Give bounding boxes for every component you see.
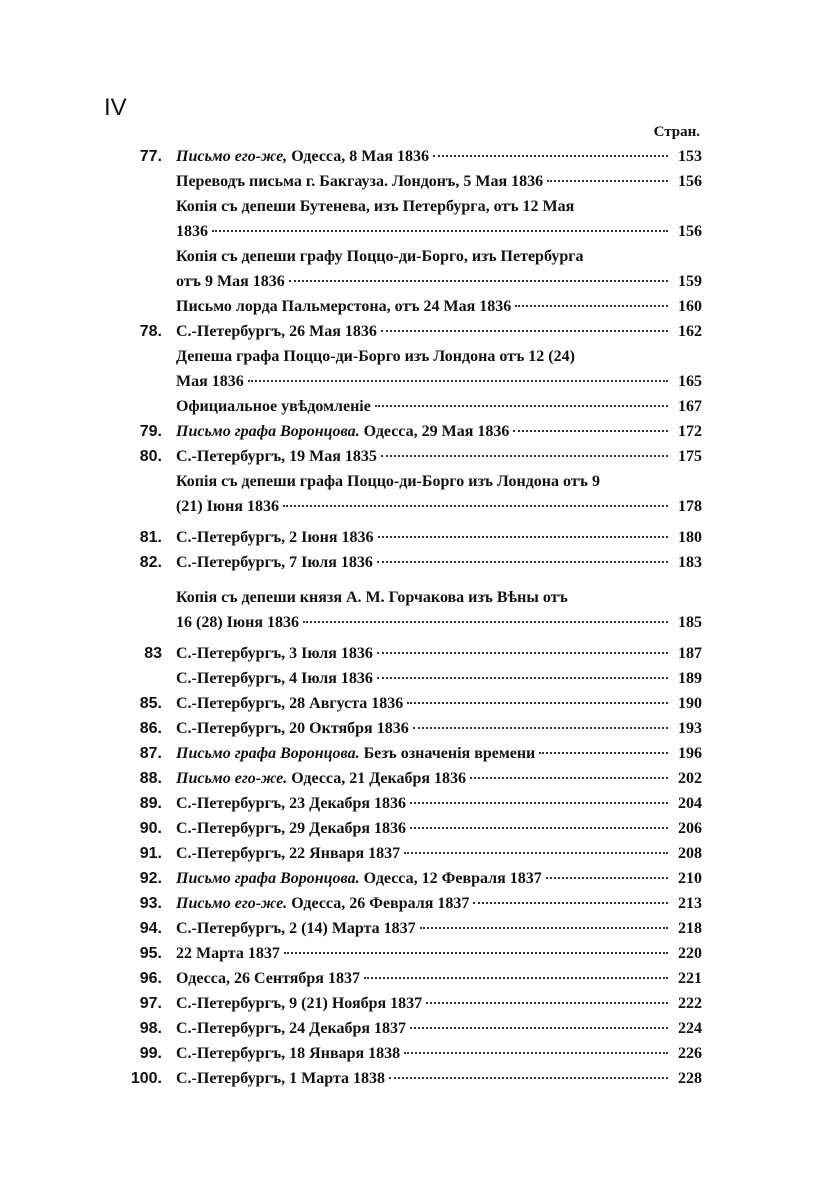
toc-row	[110, 444, 702, 469]
dot-leader	[473, 902, 668, 904]
toc-entry-title-text: Письмо лорда Пальмерстона, отъ 24 Мая 1836	[176, 298, 512, 315]
toc-entry	[176, 916, 702, 941]
dot-leader	[284, 952, 668, 954]
toc-entry-title	[176, 891, 469, 916]
toc-row	[110, 916, 702, 941]
toc-entry	[176, 816, 702, 841]
toc-row	[110, 494, 702, 519]
toc-row	[110, 469, 702, 494]
toc-entry-title-text: Переводъ письма г. Бакгауза. Лондонъ, 5 Мая 1836	[176, 173, 544, 190]
toc-page-number: 178	[678, 498, 702, 515]
toc-entry-title-italic: Письмо его-же.	[176, 770, 288, 787]
toc-entry-title	[176, 419, 509, 444]
page-column-header: Стран.	[653, 124, 700, 140]
toc-row	[110, 550, 702, 575]
toc-entry	[176, 641, 702, 666]
toc-entry-title-text: С.-Петербургъ, 9 (21) Ноября 1837	[176, 995, 423, 1012]
toc-entry-title	[176, 716, 409, 741]
toc-entry	[176, 610, 702, 635]
toc-entry	[176, 716, 702, 741]
toc-entry	[176, 144, 702, 169]
toc-entry-title	[176, 585, 568, 610]
toc-row	[110, 269, 702, 294]
toc-entry-title-text: отъ 9 Мая 1836	[176, 273, 285, 290]
toc-entry-title-text: С.-Петербургъ, 26 Мая 1836	[176, 323, 377, 340]
toc-page-number: 180	[678, 529, 702, 546]
toc-entry-title-text: С.-Петербургъ, 28 Августа 1836	[176, 695, 404, 712]
toc-entry-title	[176, 319, 377, 344]
dot-leader	[364, 977, 668, 979]
toc-entry-title	[176, 269, 285, 294]
toc-entry	[176, 941, 702, 966]
page-number: IV	[104, 94, 127, 121]
toc-entry-title-text: С.-Петербургъ, 24 Декабря 1837	[176, 1020, 407, 1037]
toc-entry-title-italic: Письмо его-же,	[176, 148, 288, 165]
dot-leader	[410, 802, 668, 804]
toc-entry-number: 77.	[139, 148, 162, 165]
toc-entry	[176, 791, 702, 816]
toc-row	[110, 369, 702, 394]
toc-entry-title	[176, 369, 244, 394]
toc-entry-title-text: С.-Петербургъ, 20 Октября 1836	[176, 720, 409, 737]
toc-entry-number: 80.	[139, 448, 162, 465]
toc-entry-number: 82.	[139, 554, 162, 571]
dot-leader	[212, 230, 668, 232]
toc-entry	[176, 766, 702, 791]
toc-page-number: 206	[678, 820, 702, 837]
toc-entry	[176, 585, 702, 610]
toc-entry-title	[176, 1016, 406, 1041]
toc-row	[110, 766, 702, 791]
toc-entry-title	[176, 1066, 385, 1091]
toc-entry	[176, 169, 702, 194]
toc-entry-title	[176, 991, 422, 1016]
toc-entry-title-text: Безъ означенія времени	[359, 745, 536, 762]
toc-entry-number: 96.	[139, 970, 162, 987]
toc-page-number: 175	[678, 448, 702, 465]
toc-entry-number: 79.	[139, 423, 162, 440]
toc-entry	[176, 866, 702, 891]
dot-leader	[420, 927, 668, 929]
toc-row	[110, 169, 702, 194]
toc-page-number: 220	[678, 945, 702, 962]
toc-entry-title-text: 16 (28) Іюня 1836	[176, 614, 299, 631]
dot-leader	[404, 1052, 668, 1054]
toc-entry-number: 93.	[139, 895, 162, 912]
toc-entry-number: 94.	[139, 920, 162, 937]
toc-entry-title	[176, 666, 373, 691]
toc-entry-number: 98.	[139, 1020, 162, 1037]
toc-entry-title-text: Одесса, 26 Сентября 1837	[176, 970, 360, 987]
toc-entry-title	[176, 916, 416, 941]
toc-entry-title-text: Копія съ депеши графа Поццо-ди-Борго изъ Лондона отъ 9	[176, 473, 600, 490]
toc-page-number: 218	[678, 920, 702, 937]
toc-entry	[176, 219, 702, 244]
toc-page-number: 190	[678, 695, 702, 712]
dot-leader	[426, 1002, 668, 1004]
dot-leader	[389, 1077, 668, 1079]
toc-entry-number: 87.	[139, 745, 162, 762]
toc-row	[110, 741, 702, 766]
toc-page-number: 224	[678, 1020, 702, 1037]
toc-entry	[176, 891, 702, 916]
toc-entry	[176, 741, 702, 766]
toc-entry-title-text: Копія съ депеши Бутенева, изъ Петербурга, отъ 12 Мая	[176, 198, 575, 215]
toc-entry-title-text: Депеша графа Поццо-ди-Борго изъ Лондона отъ 12 (24)	[176, 348, 575, 365]
dot-leader	[513, 430, 668, 432]
toc-entry-number: 83	[144, 645, 162, 662]
toc-row	[110, 666, 702, 691]
dot-leader	[289, 280, 668, 282]
toc-entry-title-text: С.-Петербургъ, 23 Декабря 1836	[176, 795, 407, 812]
toc-row	[110, 991, 702, 1016]
toc-entry	[176, 691, 702, 716]
toc-row	[110, 525, 702, 550]
toc-entry-title-text: 1836	[176, 223, 208, 240]
toc-row	[110, 419, 702, 444]
toc-entry-title	[176, 444, 377, 469]
toc-entry-title	[176, 550, 373, 575]
toc-entry-title-text: С.-Петербургъ, 2 Іюня 1836	[176, 529, 374, 546]
toc-entry-title-text: С.-Петербургъ, 1 Марта 1838	[176, 1070, 386, 1087]
toc-entry-title	[176, 691, 403, 716]
dot-leader	[407, 702, 668, 704]
toc-entry	[176, 1041, 702, 1066]
toc-entry-title	[176, 766, 466, 791]
toc-entry-title	[176, 791, 406, 816]
toc-row	[110, 716, 702, 741]
toc-entry-title-text: Мая 1836	[176, 373, 244, 390]
toc-row	[110, 641, 702, 666]
toc-page-number: 228	[678, 1070, 702, 1087]
toc-entry-number: 95.	[139, 945, 162, 962]
toc-entry-title	[176, 966, 360, 991]
dot-leader	[303, 621, 668, 623]
toc-page-number: 167	[678, 398, 702, 415]
toc-page-number: 196	[678, 745, 702, 762]
toc-row	[110, 610, 702, 635]
toc-page-number: 204	[678, 795, 702, 812]
dot-leader	[248, 380, 668, 382]
toc-page-number: 189	[678, 670, 702, 687]
dot-leader	[378, 536, 669, 538]
toc-entry-title-text: С.-Петербургъ, 18 Января 1838	[176, 1045, 401, 1062]
table-of-contents	[110, 144, 702, 1091]
toc-page-number: 160	[678, 298, 702, 315]
toc-row	[110, 585, 702, 610]
dot-leader	[515, 305, 668, 307]
toc-row	[110, 294, 702, 319]
toc-entry	[176, 344, 702, 369]
toc-entry-title	[176, 941, 280, 966]
dot-leader	[433, 155, 668, 157]
toc-entry-title	[176, 641, 373, 666]
toc-row	[110, 816, 702, 841]
toc-row	[110, 194, 702, 219]
toc-entry-title-text: Одесса, 26 Февраля 1837	[287, 895, 470, 912]
toc-row	[110, 1041, 702, 1066]
toc-entry	[176, 550, 702, 575]
toc-page-number: 156	[678, 173, 702, 190]
toc-entry-title-italic: Письмо графа Воронцова.	[176, 423, 360, 440]
dot-leader	[470, 777, 668, 779]
toc-entry	[176, 194, 702, 219]
toc-entry-number: 85.	[139, 695, 162, 712]
toc-entry	[176, 494, 702, 519]
toc-row	[110, 1016, 702, 1041]
toc-entry-number: 78.	[139, 323, 162, 340]
toc-entry-title	[176, 244, 584, 269]
dot-leader	[404, 852, 668, 854]
toc-entry-title-text: Одесса, 12 Февраля 1837	[359, 870, 542, 887]
toc-entry-title	[176, 525, 374, 550]
toc-page-number: 208	[678, 845, 702, 862]
toc-entry	[176, 469, 702, 494]
toc-page-number: 222	[678, 995, 702, 1012]
toc-entry-number: 90.	[139, 820, 162, 837]
toc-entry-title-text: С.-Петербургъ, 19 Мая 1835	[176, 448, 377, 465]
toc-row	[110, 791, 702, 816]
toc-entry-title	[176, 344, 575, 369]
toc-page-number: 226	[678, 1045, 702, 1062]
toc-entry-number: 89.	[139, 795, 162, 812]
toc-entry-title	[176, 194, 574, 219]
toc-page-number: 187	[678, 645, 702, 662]
toc-entry	[176, 525, 702, 550]
toc-row	[110, 891, 702, 916]
toc-entry-title-text: Одесса, 29 Мая 1836	[359, 423, 510, 440]
toc-entry-title	[176, 494, 279, 519]
dot-leader	[547, 180, 668, 182]
toc-entry-title-text: Одесса, 8 Мая 1836	[287, 148, 429, 165]
toc-page-number: 153	[678, 148, 702, 165]
toc-entry-number: 99.	[139, 1045, 162, 1062]
dot-leader	[539, 752, 668, 754]
toc-row	[110, 691, 702, 716]
toc-entry-number: 92.	[139, 870, 162, 887]
toc-entry-title-text: С.-Петербургъ, 7 Іюля 1836	[176, 554, 373, 571]
toc-page-number: 213	[678, 895, 702, 912]
toc-entry-title	[176, 866, 542, 891]
dot-leader	[377, 561, 668, 563]
toc-entry-title	[176, 169, 543, 194]
toc-row	[110, 1066, 702, 1091]
toc-entry	[176, 444, 702, 469]
toc-entry-title	[176, 394, 371, 419]
toc-entry-title-text: С.-Петербургъ, 3 Іюля 1836	[176, 645, 373, 662]
toc-page-number: 193	[678, 720, 702, 737]
toc-row	[110, 344, 702, 369]
toc-entry-title-text: С.-Петербургъ, 29 Декабря 1836	[176, 820, 407, 837]
dot-leader	[410, 1027, 668, 1029]
toc-row	[110, 866, 702, 891]
toc-page-number: 165	[678, 373, 702, 390]
dot-leader	[283, 505, 668, 507]
dot-leader	[381, 330, 668, 332]
toc-entry-title	[176, 294, 511, 319]
dot-leader	[375, 405, 668, 407]
toc-entry-title-text: С.-Петербургъ, 2 (14) Марта 1837	[176, 920, 416, 937]
toc-entry-number: 91.	[139, 845, 162, 862]
toc-row	[110, 219, 702, 244]
toc-entry-title-text: Одесса, 21 Декабря 1836	[287, 770, 467, 787]
toc-page-number: 202	[678, 770, 702, 787]
toc-entry-title	[176, 144, 429, 169]
toc-entry	[176, 966, 702, 991]
toc-entry	[176, 244, 702, 269]
toc-entry-title-text: Копія съ депеши графу Поццо-ди-Борго, изъ Петербурга	[176, 248, 584, 265]
toc-entry	[176, 294, 702, 319]
toc-page-number: 183	[678, 554, 702, 571]
toc-entry-title-italic: Письмо графа Воронцова.	[176, 745, 360, 762]
toc-entry-title-text: (21) Іюня 1836	[176, 498, 279, 515]
toc-entry-title-text: 22 Марта 1837	[176, 945, 280, 962]
toc-entry	[176, 394, 702, 419]
toc-page-number: 172	[678, 423, 702, 440]
dot-leader	[377, 677, 668, 679]
toc-entry	[176, 991, 702, 1016]
toc-entry-title	[176, 816, 406, 841]
toc-entry-title-text: С.-Петербургъ, 4 Іюля 1836	[176, 670, 373, 687]
toc-row	[110, 244, 702, 269]
toc-entry-title	[176, 741, 535, 766]
toc-entry	[176, 841, 702, 866]
toc-entry-title	[176, 469, 600, 494]
toc-entry	[176, 269, 702, 294]
toc-entry-title-text: Копія съ депеши князя А. М. Горчакова изъ Вѣны отъ	[176, 589, 568, 606]
toc-entry-number: 86.	[139, 720, 162, 737]
toc-entry-title-text: Официальное увѣдомленіе	[176, 398, 371, 415]
toc-entry	[176, 319, 702, 344]
toc-page-number: 210	[678, 870, 702, 887]
toc-entry-title	[176, 610, 299, 635]
toc-page-number: 221	[678, 970, 702, 987]
toc-row	[110, 319, 702, 344]
toc-entry-title	[176, 219, 208, 244]
toc-entry-title-italic: Письмо его-же.	[176, 895, 288, 912]
toc-entry	[176, 369, 702, 394]
toc-page-number: 185	[678, 614, 702, 631]
toc-row	[110, 394, 702, 419]
dot-leader	[377, 652, 668, 654]
dot-leader	[410, 827, 668, 829]
toc-page-number: 156	[678, 223, 702, 240]
toc-entry-number: 88.	[139, 770, 162, 787]
toc-entry	[176, 1016, 702, 1041]
toc-entry-title	[176, 1041, 400, 1066]
toc-row	[110, 966, 702, 991]
dot-leader	[546, 877, 668, 879]
toc-entry-number: 97.	[139, 995, 162, 1012]
toc-entry-number: 100.	[130, 1070, 162, 1087]
toc-entry-number: 81.	[139, 529, 162, 546]
toc-entry-title	[176, 841, 400, 866]
toc-page-number: 159	[678, 273, 702, 290]
toc-row	[110, 941, 702, 966]
toc-entry	[176, 1066, 702, 1091]
toc-entry-title-italic: Письмо графа Воронцова.	[176, 870, 360, 887]
toc-row	[110, 144, 702, 169]
toc-entry	[176, 666, 702, 691]
toc-entry	[176, 419, 702, 444]
dot-leader	[413, 727, 668, 729]
dot-leader	[381, 455, 668, 457]
toc-page-number: 162	[678, 323, 702, 340]
toc-entry-title-text: С.-Петербургъ, 22 Января 1837	[176, 845, 401, 862]
toc-row	[110, 841, 702, 866]
